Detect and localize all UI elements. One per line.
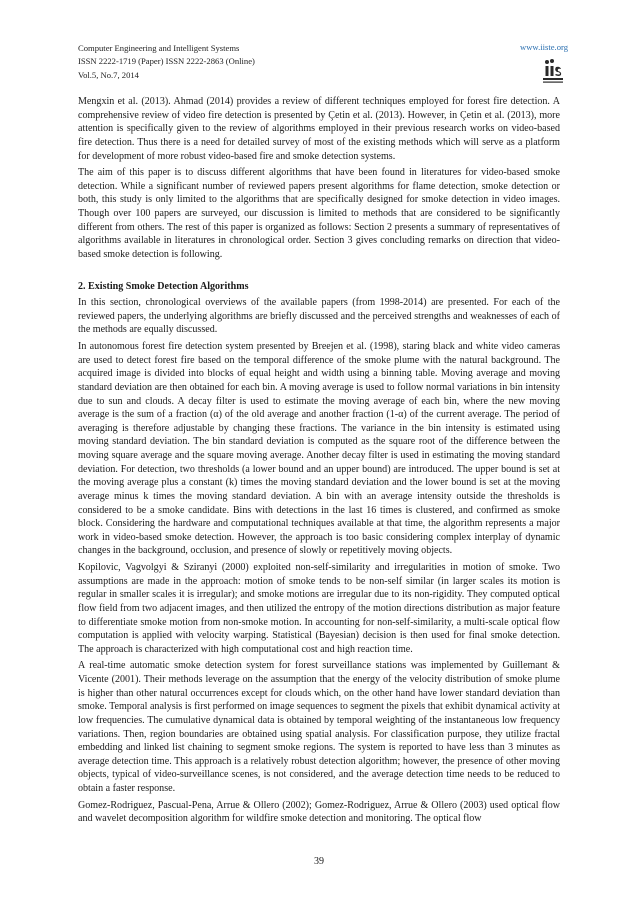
intro-paragraph-1: Mengxin et al. (2013). Ahmad (2014) provides a review of different techniques employed for forest fire detection. A comprehensive review of video fire detection is presented by Çetin et al. (2013). However, in Çetin et al. (2013), more attention is specifically given to the review of algorithms employed in their previous research works on video-based fire detection. Thus there is a need for detailed survey of most of the existing methods which will serve as a platform for development of more robust video-based fire and smoke detection systems. — [78, 96, 560, 162]
journal-url-link[interactable]: www.iiste.org — [520, 42, 568, 52]
section-paragraph-1: In this section, chronological overviews of the available papers (from 1998-2014) are presented. For each of the reviewed papers, the underlying algorithms are briefly discussed and the perceived strengths and weaknesses of each of the methods are equally discussed. — [78, 297, 560, 336]
article-body — [78, 95, 560, 829]
issn-line: ISSN 2222-1719 (Paper) ISSN 2222-2863 (Online) — [78, 56, 255, 67]
section-heading: 2. Existing Smoke Detection Algorithms — [78, 280, 249, 292]
journal-name: Computer Engineering and Intelligent Systems — [78, 43, 240, 53]
section-paragraph-2: In autonomous forest fire detection system presented by Breejen et al. (1998), staring black and white video cameras are used to detect forest fire based on the temporal difference of the smoke plume with the natural background. The acquired image is divided into blocks of equal height and width using a binning table. Moving average and moving standard deviation are then obtained for each bin. A moving average is used to follow normal variations in bin intensity due to sun and clouds. A decay filter is used to estimate the moving average of each bin, where the new moving average is the sum of a fraction (α) of the old average and another fraction (1-α) of the current average. The period of averaging is therefore adjustable by changing these fractions. The variance in the bin intensity is estimated using moving standard deviation. The bin standard deviation is computed as the square root of the difference between the moving square average and the square moving average. Another decay filter is used in estimating the moving standard deviation. For detection, two thresholds (a lower bound and an upper bound) are introduced. The upper bound is set at the moving average plus a constant (k) times the moving standard deviation and the lower bound is set at the moving average minus k times the moving standard deviation. A bin with an average intensity outside the thresholds is considered to be a smoke candidate. Bins with detections in the last 16 times is clustered, and confirmed as smoke block. Considering the hardware and computational techniques available at that time, the algorithm represents a major work in video-based smoke detection. However, the approach is too basic considering complex interplay of dynamic changes in the background, occlusion, and presence of slowly or repetitively moving objects. — [78, 341, 560, 557]
section-paragraph-4: A real-time automatic smoke detection system for forest surveillance stations was implemented by Guillemant & Vicente (2001). Their methods leverage on the assumption that the energy of the velocity distribution of smoke plume is higher than other natural occurrences except for clouds which, on the other hand have lower standard deviation than smoke. Temporal analysis is first performed on image sequences to segment the pixels that exhibit dynamical activity at low frequencies. The cumulative dynamical data is obtained by temporal weighting of the instantaneous low frequency variations. Then, region boundaries are obtained using spatial analysis. For classification purpose, they utilize fractal embedding and linked list chaining to segment smoke regions. The system is reported to have less than 3 minutes as average detection time. This approach is a relatively robust detection algorithm; however, the presence of other moving objects, typical of video-surveillance scenes, is not considered, and the average detection time needs to be reduced to obtain a faster response. — [78, 660, 560, 794]
section-paragraph-5: Gomez-Rodriguez, Pascual-Pena, Arrue & Ollero (2002); Gomez-Rodriguez, Arrue & Ollero (2003) used optical flow and wavelet decomposition algorithm for wildfire smoke detection and monitoring. The optical flow — [78, 799, 560, 825]
section-paragraph-3: Kopilovic, Vagvolgyi & Sziranyi (2000) exploited non-self-similarity and irregularities in motion of smoke. Two assumptions are made in the approach: motion of smoke tends to be non-self similar (in larger scales its motion is regular in smaller scales it is irregular); and smoke motions are irregular due to its non-rigidity. They computed optical flow field from two adjacent images, and then utilized the entropy of the motion directions distribution as major feature to differentiate smoke motion from non-smoke motion. In accounting for non-self-similarity, a multi-scale optical flow computation is applied with velocity warping. Statistical (Bayesian) decision is then used for final smoke detection. The approach is characterized with high computational cost and high reaction time. — [78, 562, 560, 655]
running-header — [78, 42, 560, 82]
iiste-logo-icon — [540, 57, 566, 85]
page-number: 39 — [314, 856, 324, 867]
volume-line: Vol.5, No.7, 2014 — [78, 69, 139, 80]
intro-paragraph-2: The aim of this paper is to discuss different algorithms that have been found in literatures for video-based smoke detection. While a significant number of reviewed papers present algorithms for flame detection, smoke detection or both, this study is only limited to the algorithms that are specifically designed for smoke detection in video images. Though over 100 papers are surveyed, our discussion is limited to methods that are considered to be significantly different from others. The rest of this paper is organized as follows: Section 2 presents a summary of representatives of algorithms available in literatures in chronological order. Section 3 gives concluding remarks on direction that video-based smoke detection is following. — [78, 167, 560, 260]
